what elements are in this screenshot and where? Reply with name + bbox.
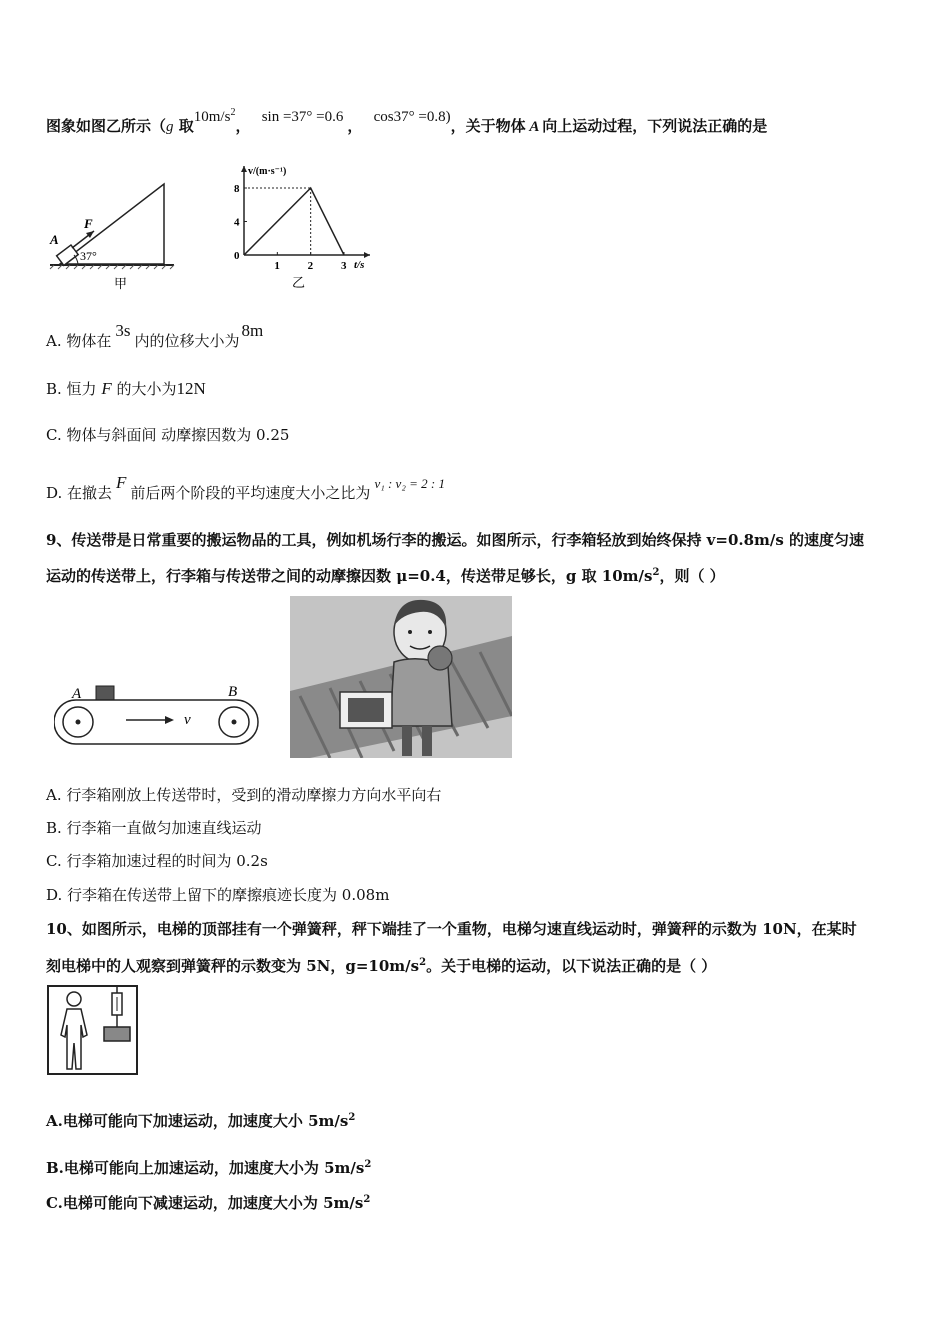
label-angle: 37° bbox=[80, 249, 97, 263]
figure-conveyor bbox=[54, 680, 260, 750]
intro-cos: cos37° =0.8) bbox=[373, 109, 451, 125]
q10-line1-text: 10、如图所示，电梯的顶部挂有一个弹簧秤，秤下端挂了一个重物，电梯匀速直线运动时，弹簧秤的示数为 10N，在某时 bbox=[46, 920, 857, 938]
intro-suffix2: 向上运动过程，下列说法正确的是 bbox=[542, 117, 768, 135]
q10-b-text: B.电梯可能向上加速运动，加速度大小为 5m/s bbox=[46, 1159, 365, 1177]
q8-c-text: C. 物体与斜面间 动摩擦因数为 0.25 bbox=[46, 426, 290, 444]
intro-sin: sin =37° =0.6 bbox=[261, 109, 344, 125]
q8-a-prefix: A. 物体在 bbox=[46, 332, 112, 350]
q9-option-d bbox=[46, 884, 389, 905]
q8-a-time: 3s bbox=[115, 321, 131, 340]
y-tick-label: 8 bbox=[234, 183, 240, 195]
intro-object: A bbox=[525, 119, 543, 135]
x-tick-label: 3 bbox=[341, 260, 347, 272]
q10-line2-exp: 2 bbox=[419, 957, 427, 968]
q9-line2-tail: ，则（ ） bbox=[659, 567, 725, 585]
q9-option-a bbox=[46, 784, 441, 805]
label-A: A bbox=[50, 232, 59, 247]
q8-option-a bbox=[46, 321, 264, 351]
intro-prefix: 图象如图乙所示（ bbox=[46, 117, 167, 135]
y-tick-label: 4 bbox=[234, 216, 240, 229]
label-F: F bbox=[84, 216, 93, 231]
q10-option-a bbox=[46, 1110, 355, 1131]
q8-option-d bbox=[46, 473, 445, 503]
weight-block bbox=[104, 1027, 130, 1041]
q10-a-exp: 2 bbox=[348, 1112, 356, 1123]
q9-line1-text: 9、传送带是日常重要的搬运物品的工具，例如机场行李的搬运。如图所示，行李箱轻放到始终保持 v=0.8m/s 的速度匀速 bbox=[46, 531, 865, 549]
luggage-photo-illustration bbox=[290, 596, 512, 758]
q9-option-c bbox=[46, 850, 268, 871]
q8-a-value: 8m bbox=[241, 321, 264, 340]
q8-d-ratio: v₁ : v₂ = 2 : 1 bbox=[374, 476, 445, 491]
figure-vt-graph bbox=[230, 162, 380, 292]
caption-yi: 乙 bbox=[292, 276, 306, 291]
q8-b-prefix: B. 恒力 bbox=[46, 380, 97, 398]
x-axis-label: t/s bbox=[354, 259, 365, 271]
suitcase bbox=[96, 686, 114, 700]
q10-b-exp: 2 bbox=[364, 1159, 372, 1170]
q9-a-text: A. 行李箱刚放上传送带时，受到的滑动摩擦力方向水平向右 bbox=[46, 786, 442, 804]
block-A bbox=[57, 245, 79, 265]
q10-stem-line2 bbox=[46, 955, 716, 976]
x-tick-label: 1 bbox=[274, 260, 280, 272]
q10-a-text: A.电梯可能向下加速运动，加速度大小 5m/s bbox=[46, 1112, 349, 1130]
q9-c-text: C. 行李箱加速过程的时间为 0.2s bbox=[46, 852, 268, 870]
q10-c-text: C.电梯可能向下减速运动，加速度大小为 5m/s bbox=[46, 1194, 364, 1212]
conveyor-label-A: A bbox=[72, 686, 82, 702]
q9-line2-text: 运动的传送带上，行李箱与传送带之间的动摩擦因数 μ=0.4，传送带足够长，g 取 10m/s bbox=[46, 567, 653, 585]
y-axis-label: v/(m·s⁻¹) bbox=[248, 166, 287, 177]
intro-qu: 取 bbox=[173, 117, 194, 135]
intro-g: g bbox=[166, 119, 174, 135]
q8-b-force: F bbox=[101, 379, 112, 398]
q8-option-c bbox=[46, 424, 289, 445]
q8-d-prefix: D. 在撤去 bbox=[46, 484, 113, 502]
intro-g-value: $10m/s^2$ bbox=[193, 107, 236, 125]
q9-d-text: D. 行李箱在传送带上留下的摩擦痕迹长度为 0.08m bbox=[46, 886, 390, 904]
luggage-photo bbox=[290, 596, 512, 758]
q10-option-c bbox=[46, 1192, 370, 1213]
q8-b-mid: 的大小为 bbox=[116, 380, 177, 398]
conveyor-label-v: v bbox=[184, 712, 191, 728]
q10-option-b bbox=[46, 1157, 371, 1178]
q8-d-mid: 前后两个阶段的平均速度大小之比为 bbox=[130, 484, 371, 502]
q10-line2-text: 刻电梯中的人观察到弹簧秤的示数变为 5N，g=10m/s bbox=[46, 957, 420, 975]
q9-b-text: B. 行李箱一直做匀加速直线运动 bbox=[46, 819, 262, 837]
q8-option-b bbox=[46, 378, 206, 399]
intro-line bbox=[46, 107, 768, 136]
q8-d-force: F bbox=[116, 473, 127, 492]
x-tick-label: 2 bbox=[307, 260, 314, 272]
intro-comma-2: ， bbox=[347, 117, 363, 135]
q8-b-value: 12N bbox=[176, 379, 206, 398]
figure-elevator bbox=[47, 985, 139, 1077]
y-tick-label: 0 bbox=[234, 250, 240, 262]
q10-stem-line1 bbox=[46, 918, 857, 939]
figure-incline bbox=[44, 176, 184, 294]
q10-line2-tail: 。关于电梯的运动，以下说法正确的是（ ） bbox=[426, 957, 717, 975]
q9-option-b bbox=[46, 817, 262, 838]
q10-c-exp: 2 bbox=[363, 1194, 371, 1205]
q9-stem-line1 bbox=[46, 529, 864, 550]
intro-comma-1: ， bbox=[235, 117, 251, 135]
velocity-series-line bbox=[244, 188, 344, 255]
intro-suffix: ，关于物体 bbox=[450, 117, 526, 135]
conveyor-label-B: B bbox=[228, 684, 238, 700]
q9-line2-exp: 2 bbox=[652, 567, 660, 578]
q9-stem-line2 bbox=[46, 565, 725, 586]
caption-jia: 甲 bbox=[114, 277, 128, 292]
q8-a-mid: 内的位移大小为 bbox=[134, 332, 240, 350]
